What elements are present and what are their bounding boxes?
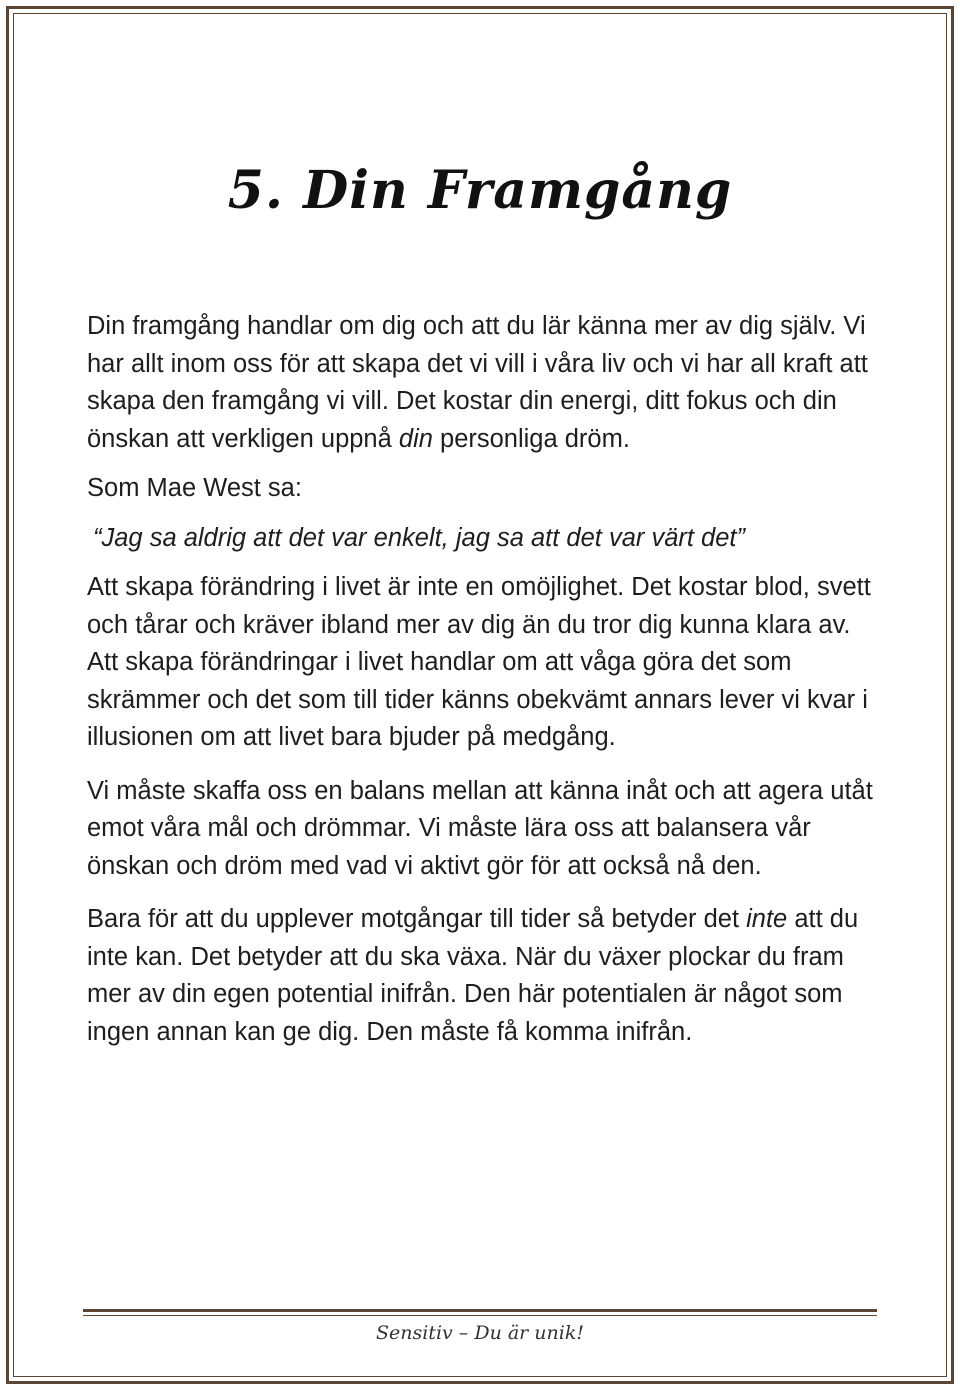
paragraph-5-emphasis: inte bbox=[746, 905, 788, 933]
mae-west-quote: “Jag sa aldrig att det var enkelt, jag sa att det var värt det” bbox=[93, 523, 745, 552]
paragraph-5-text-a: Bara för att du upplever motgångar till tider så betyder det bbox=[87, 905, 747, 933]
paragraph-2: Som Mae West sa: bbox=[87, 474, 302, 502]
paragraph-1-text-a: Din framgång handlar om dig och att du lär känna mer av dig själv. Vi har allt inom oss för att skapa det vi vill i våra liv och vi har all kraft att skapa den framgång vi vill. Det kostar din energi, ditt fokus och din önskan att verkligen uppnå bbox=[87, 312, 868, 453]
paragraph-1-text-b: personliga dröm. bbox=[432, 424, 630, 453]
paragraph-1-emphasis: din bbox=[398, 424, 433, 453]
paragraph-1 bbox=[87, 308, 887, 458]
footer-text: Sensitiv – Du är unik! bbox=[375, 1322, 584, 1344]
paragraph-4: Vi måste skaffa oss en balans mellan att känna inåt och att agera utåt emot våra mål och drömmar. Vi måste lära oss att balansera vår önskan och dröm med vad vi aktivt gör för att också nå den. bbox=[87, 776, 873, 880]
paragraph-5-text-b: att du inte kan. Det betyder att du ska växa. När du växer plockar du fram mer av din egen potential inifrån. Den här potentialen är något som ingen annan kan ge dig. Den måste få komma inifrån. bbox=[87, 905, 859, 1046]
footer-rule-thin bbox=[83, 1315, 877, 1316]
paragraph-5 bbox=[87, 901, 887, 1051]
page-title: 5. Din Framgång bbox=[227, 160, 733, 221]
paragraph-3: Att skapa förändring i livet är inte en omöjlighet. Det kostar blod, svett och tårar och kräver ibland mer av dig än du tror dig kunna klara av. Att skapa förändringar i livet handlar om att våga göra det som skrämmer och det som till tider känns obekvämt annars lever vi kvar i illusionen om att livet bara bjuder på medgång. bbox=[87, 573, 871, 751]
footer-rule-thick bbox=[83, 1309, 877, 1312]
chapter-body bbox=[87, 308, 887, 1067]
